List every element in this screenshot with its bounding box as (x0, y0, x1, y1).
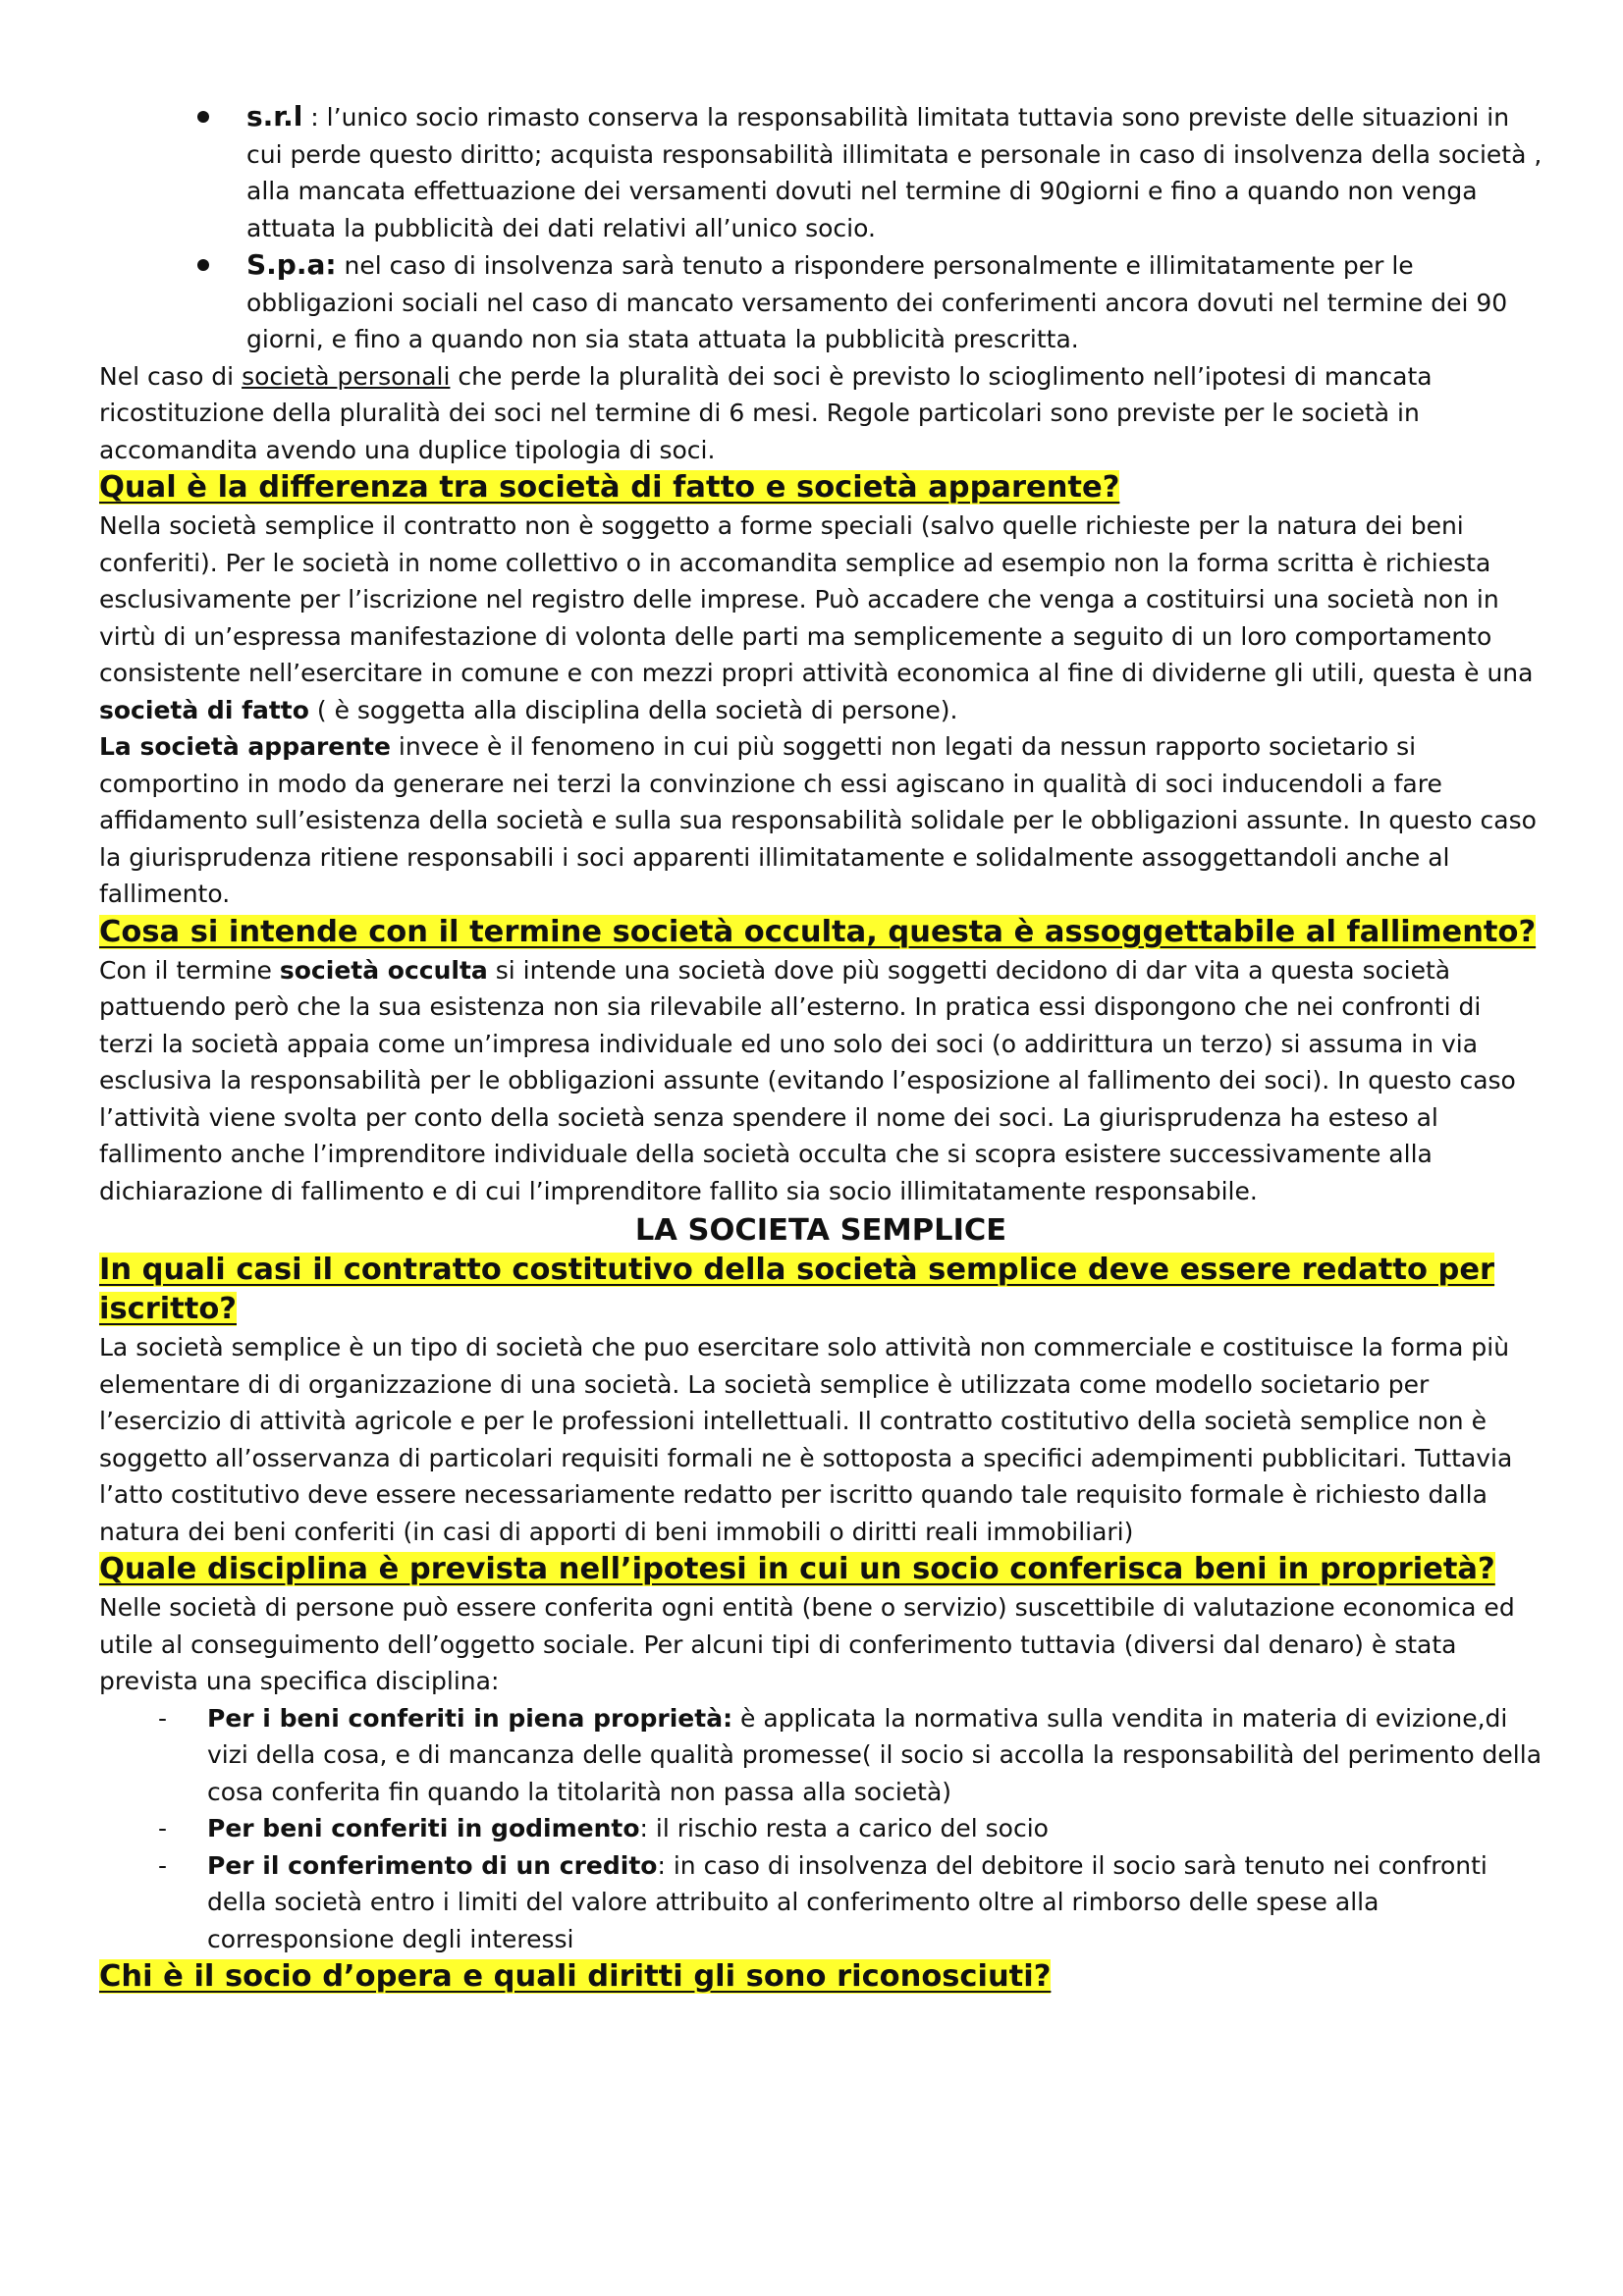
paragraph-societa-di-fatto: Nella società semplice il contratto non è soggetto a forme speciali (salvo quelle richieste per la natura dei beni conferiti). Per le società in nome collettivo o in accomandita semplice ad esempio non la forma scritta è richiesta esclusivamente per l’iscrizione nel registro delle imprese. Può accadere che venga a costituirsi una società non in virtù di un’espressa manifestazione di volonta delle parti ma semplicemente a seguito di un loro comportamento consistente nell’esercitare in comune e con mezzi propri attività economica al fine di dividerne gli utili, questa è una società di fatto ( è soggetta alla disciplina della società di persone). (99, 511, 1534, 724)
bullet-list (99, 98, 1542, 358)
question-heading-4: Quale disciplina è prevista nell’ipotesi in cui un socio conferisca beni in proprietà? (99, 1552, 1495, 1586)
dash-item-credito: - Per il conferimento di un credito: in caso di insolvenza del debitore il socio sarà tenuto nei confronti della società entro i limiti del valore attribuito al conferimento oltre al rimborso delle spese alla corresponsione degli interessi (158, 1850, 1488, 1953)
bullet-item-spa: S.p.a: nel caso di insolvenza sarà tenuto a rispondere personalmente e illimitatamente per le obbligazioni sociali nel caso di mancato versamento dei conferimenti ancora dovuti nel termine dei 90 giorni, e fino a quando non sia stata attuata la pubblicità prescritta. (246, 246, 1542, 358)
question-heading-2: Cosa si intende con il termine società occulta, questa è assoggettabile al fallimento? (99, 914, 1537, 949)
paragraph-societa-occulta: Con il termine società occulta si intende una società dove più soggetti decidono di dar vita a questa società pattuendo però che la sua esistenza non sia rilevabile all’esterno. In pratica essi dispongono che nei confronti di terzi la società appaia come un’impresa individuale ed uno solo dei soci (o addirittura un terzo) si assuma in via esclusiva la responsabilità per le obbligazioni assunte (evitando l’esposizione al fallimento dei soci). In questo caso l’attività viene svolta per conto della società senza spendere il nome dei soci. La giurisprudenza ha esteso al fallimento anche l’imprenditore individuale della società occulta che si scopra esistere successivamente alla dichiarazione di fallimento e di cui l’imprenditore fallito sia socio illimitatamente responsabile. (99, 955, 1516, 1205)
bullet-item-srl: s.r.l : l’unico socio rimasto conserva la responsabilità limitata tuttavia sono previste delle situazioni in cui perde questo diritto; acquista responsabilità illimitata e personale in caso di insolvenza della società , alla mancata effettuazione dei versamenti dovuti nel termine di 90giorni e fino a quando non venga attuata la pubblicità dei dati relativi all’unico socio. (246, 98, 1542, 246)
question-heading-3: In quali casi il contratto costitutivo della società semplice deve essere redatto per iscritto? (99, 1253, 1495, 1326)
paragraph-societa-apparente: La società apparente invece è il fenomeno in cui più soggetti non legati da nessun rapporto societario si comportino in modo da generare nei terzi la convinzione ch essi agiscano in qualità di soci inducendoli a fare affidamento sull’esistenza della società e sulla sua responsabilità solidale per le obbligazioni assunte. In questo caso la giurisprudenza ritiene responsabili i soci apparenti illimitatamente e solidalmente assoggettandoli anche al fallimento. (99, 732, 1537, 908)
paragraph-societa-personali: Nel caso di società personali che perde la pluralità dei soci è previsto lo scioglimento nell’ipotesi di mancata ricostituzione della pluralità dei soci nel termine di 6 mesi. Regole particolari sono previste per le società in accomandita avendo una duplice tipologia di soci. (99, 361, 1433, 464)
section-title: LA SOCIETA SEMPLICE (634, 1213, 1007, 1248)
underlined-term: società personali (242, 361, 451, 391)
dash-list (99, 1700, 1542, 1958)
bullet-dot-icon (197, 259, 209, 271)
bullet-dot-icon (197, 111, 209, 123)
paragraph-conferimenti: Nelle società di persone può essere conferita ogni entità (bene o servizio) suscettibile di valutazione economica ed utile al conseguimento dell’oggetto sociale. Per alcuni tipi di conferimento tuttavia (diversi dal denaro) è stata prevista una specifica disciplina: (99, 1593, 1515, 1695)
question-heading-5: Chi è il socio d’opera e quali diritti gli sono riconosciuti? (99, 1959, 1052, 1994)
dash-item-godimento: - Per beni conferiti in godimento: il rischio resta a carico del socio (158, 1814, 1049, 1842)
dash-item-piena-proprieta: - Per i beni conferiti in piena proprietà: è applicata la normativa sulla vendita in materia di evizione,di vizi della cosa, e di mancanza delle qualità promesse( il socio si accolla la responsabilità del perimento della cosa conferita fin quando la titolarità non passa alla società) (158, 1703, 1542, 1806)
document-body (99, 98, 1542, 1997)
question-heading-1: Qual è la differenza tra società di fatto e società apparente? (99, 470, 1120, 505)
paragraph-societa-semplice: La società semplice è un tipo di società che puo esercitare solo attività non commerciale e costituisce la forma più elementare di di organizzazione di una società. La società semplice è utilizzata come modello societario per l’esercizio di attività agricole e per le professioni intellettuali. Il contratto costitutivo della società semplice non è soggetto all’osservanza di particolari requisiti formali ne è sottoposta a specifici adempimenti pubblicitari. Tuttavia l’atto costitutivo deve essere necessariamente redatto per iscritto quando tale requisito formale è richiesto dalla natura dei beni conferiti (in casi di apporti di beni immobili o diritti reali immobiliari) (99, 1333, 1513, 1546)
